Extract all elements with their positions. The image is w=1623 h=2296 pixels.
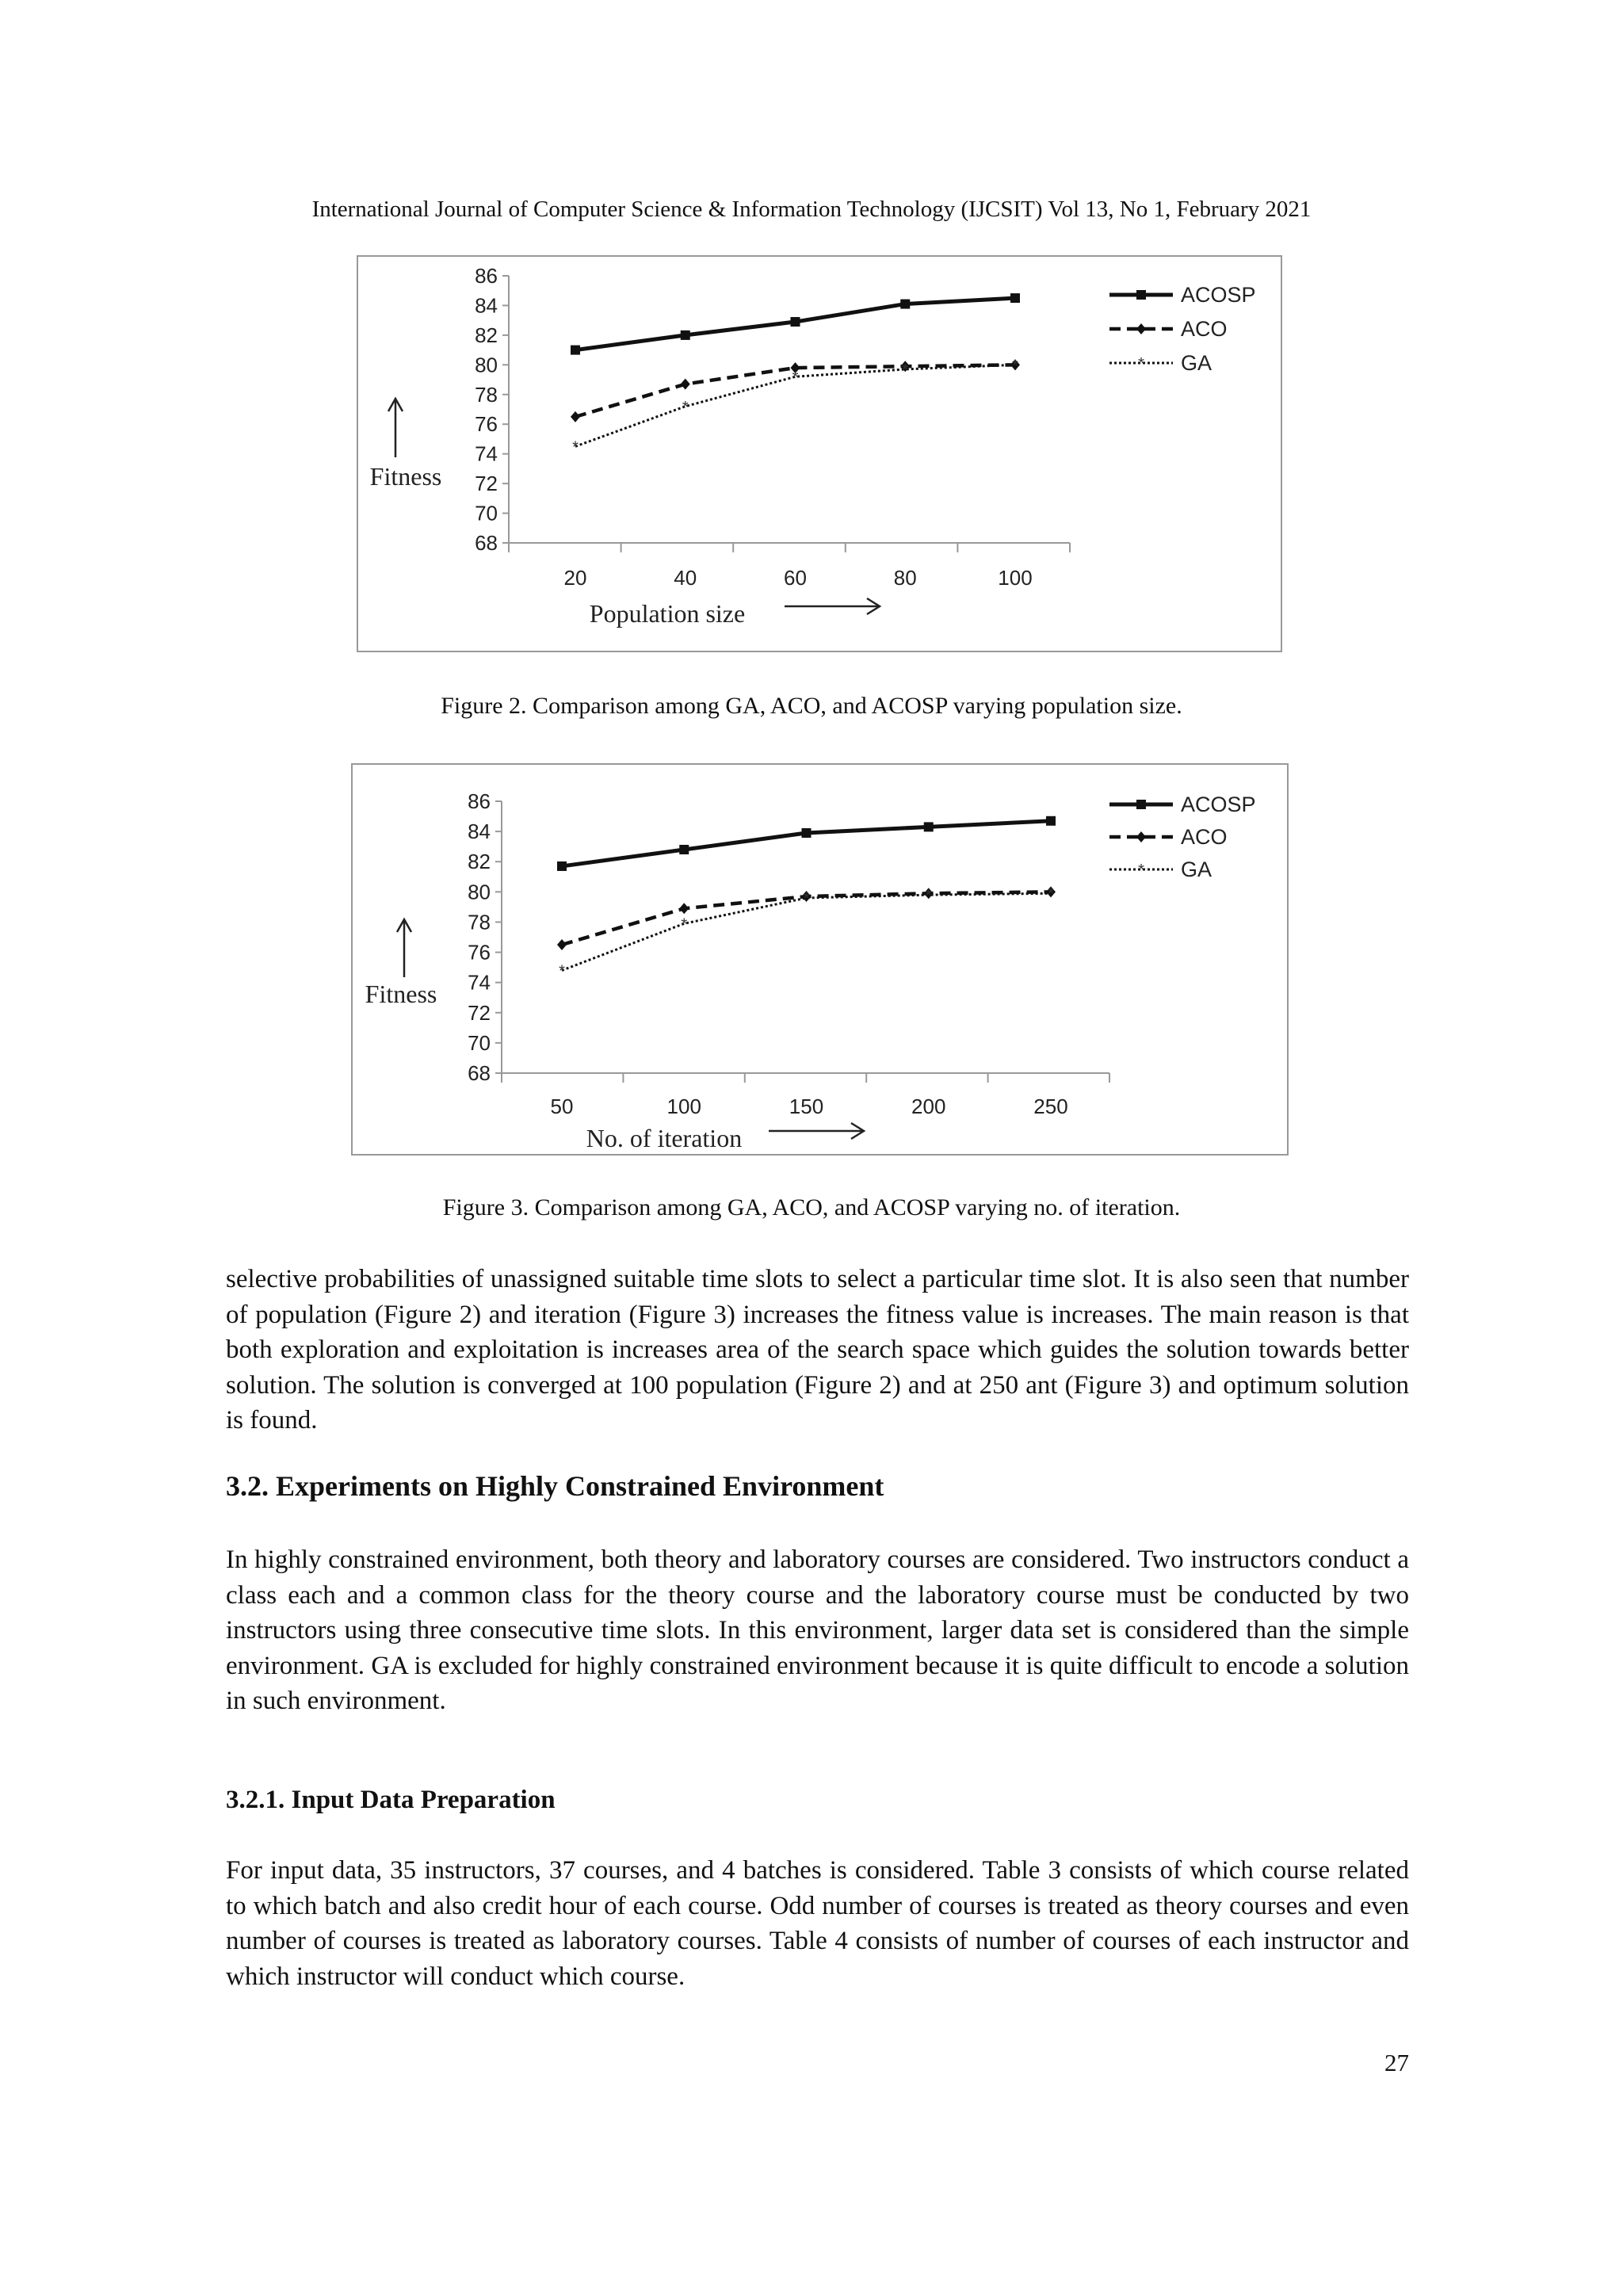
legend-label: GA <box>1181 858 1212 881</box>
paragraph-input-data: For input data, 35 instructors, 37 courses, and 4 batches is considered. Table 3 consists of which course related to which batch and also credit hour of each course. Odd number of courses is treated as theory courses and even number of courses is treated as laboratory courses. Table 4 consists of number of courses of each instructor and which instructor will conduct which course. <box>226 1856 1409 1991</box>
paragraph-results: selective probabilities of unassigned suitable time slots to select a particular time slot. It is also seen that number of population (Figure 2) and iteration (Figure 3) increases the fitness value is increases. The main reason is that both exploration and exploitation is increases area of the search space which guides the solution towards better solution. The solution is converged at 100 population (Figure 2) and at 250 ant (Figure 3) and optimum solution is found. <box>226 1265 1409 1435</box>
marker-star: * <box>925 887 932 905</box>
y-tick-label: 78 <box>475 382 498 407</box>
marker-square <box>791 317 800 327</box>
marker-square <box>900 300 910 309</box>
x-tick-label: 200 <box>911 1095 946 1118</box>
figure-2-caption: Figure 2. Comparison among GA, ACO, and ACOSP varying population size. <box>441 693 1182 719</box>
legend-label: ACO <box>1181 825 1228 849</box>
y-tick-label: 86 <box>468 789 491 813</box>
marker-square <box>557 861 567 871</box>
marker-star: * <box>559 962 565 980</box>
marker-diamond <box>679 903 689 914</box>
marker-square <box>679 845 689 854</box>
marker-diamond <box>557 939 567 950</box>
y-tick-label: 84 <box>468 819 491 844</box>
legend-label: ACOSP <box>1181 793 1256 816</box>
marker-star: * <box>1138 355 1144 372</box>
x-axis-label: No. of iteration <box>586 1124 743 1152</box>
marker-star: * <box>902 361 909 379</box>
x-tick-label: 20 <box>563 566 587 590</box>
x-tick-label: 100 <box>998 566 1033 590</box>
legend-label: GA <box>1181 351 1212 375</box>
y-tick-label: 78 <box>468 910 491 934</box>
x-tick-label: 40 <box>674 566 697 590</box>
marker-square <box>1010 293 1020 303</box>
page-number: 27 <box>1384 2049 1409 2076</box>
marker-star: * <box>681 915 688 934</box>
marker-star: * <box>572 438 579 457</box>
y-axis-label: Fitness <box>369 462 442 491</box>
y-tick-label: 72 <box>475 472 498 496</box>
y-tick-label: 76 <box>468 940 491 965</box>
marker-diamond <box>1136 323 1146 334</box>
marker-square <box>1136 290 1146 300</box>
marker-star: * <box>803 889 810 907</box>
y-axis-label: Fitness <box>365 980 437 1008</box>
marker-star: * <box>682 398 689 416</box>
marker-diamond <box>1136 831 1146 842</box>
marker-square <box>571 346 580 355</box>
marker-diamond <box>571 411 580 422</box>
marker-star: * <box>1048 885 1054 904</box>
marker-square <box>1046 816 1056 826</box>
legend-label: ACOSP <box>1181 283 1256 307</box>
x-tick-label: 60 <box>784 566 807 590</box>
marker-square <box>924 822 934 831</box>
y-tick-label: 82 <box>468 850 491 874</box>
y-tick-label: 80 <box>468 880 491 904</box>
x-tick-label: 150 <box>789 1095 824 1118</box>
y-tick-label: 80 <box>475 353 498 377</box>
marker-square <box>681 330 690 340</box>
y-tick-label: 82 <box>475 323 498 347</box>
marker-star: * <box>1012 357 1018 375</box>
x-tick-label: 50 <box>550 1095 574 1118</box>
subsection-heading-3-2-1: 3.2.1. Input Data Preparation <box>226 1786 556 1814</box>
x-tick-label: 80 <box>893 566 917 590</box>
marker-star: * <box>1138 861 1144 879</box>
y-tick-label: 74 <box>468 970 491 995</box>
marker-star: * <box>792 369 799 387</box>
y-tick-label: 84 <box>475 293 498 318</box>
y-tick-label: 86 <box>475 264 498 288</box>
y-tick-label: 76 <box>475 412 498 437</box>
section-heading-3-2: 3.2. Experiments on Highly Constrained Environment <box>226 1470 884 1502</box>
y-tick-label: 72 <box>468 1000 491 1025</box>
x-tick-label: 250 <box>1033 1095 1068 1118</box>
running-header: International Journal of Computer Science & Information Technology (IJCSIT) Vol 13, No 1, February 2021 <box>311 197 1312 222</box>
marker-diamond <box>681 379 690 390</box>
marker-square <box>1136 800 1146 809</box>
y-tick-label: 74 <box>475 441 498 466</box>
x-axis-label: Population size <box>589 599 746 628</box>
x-tick-label: 100 <box>666 1095 701 1118</box>
paragraph-constrained: In highly constrained environment, both theory and laboratory courses are considered. Two instructors conduct a class each and a common class for the theory course and the laboratory course must be conducted by two instructors using three consecutive time slots. In this environment, larger data set is considered than the simple environment. GA is excluded for highly constrained environment because it is quite difficult to encode a solution in such environment. <box>226 1545 1409 1716</box>
y-tick-label: 70 <box>475 501 498 525</box>
y-tick-label: 68 <box>468 1061 491 1085</box>
y-tick-label: 70 <box>468 1030 491 1055</box>
series-line-acosp <box>562 821 1051 866</box>
legend-label: ACO <box>1181 317 1228 341</box>
y-tick-label: 68 <box>475 531 498 555</box>
marker-square <box>802 828 812 838</box>
figure-3-caption: Figure 3. Comparison among GA, ACO, and ACOSP varying no. of iteration. <box>442 1194 1181 1221</box>
